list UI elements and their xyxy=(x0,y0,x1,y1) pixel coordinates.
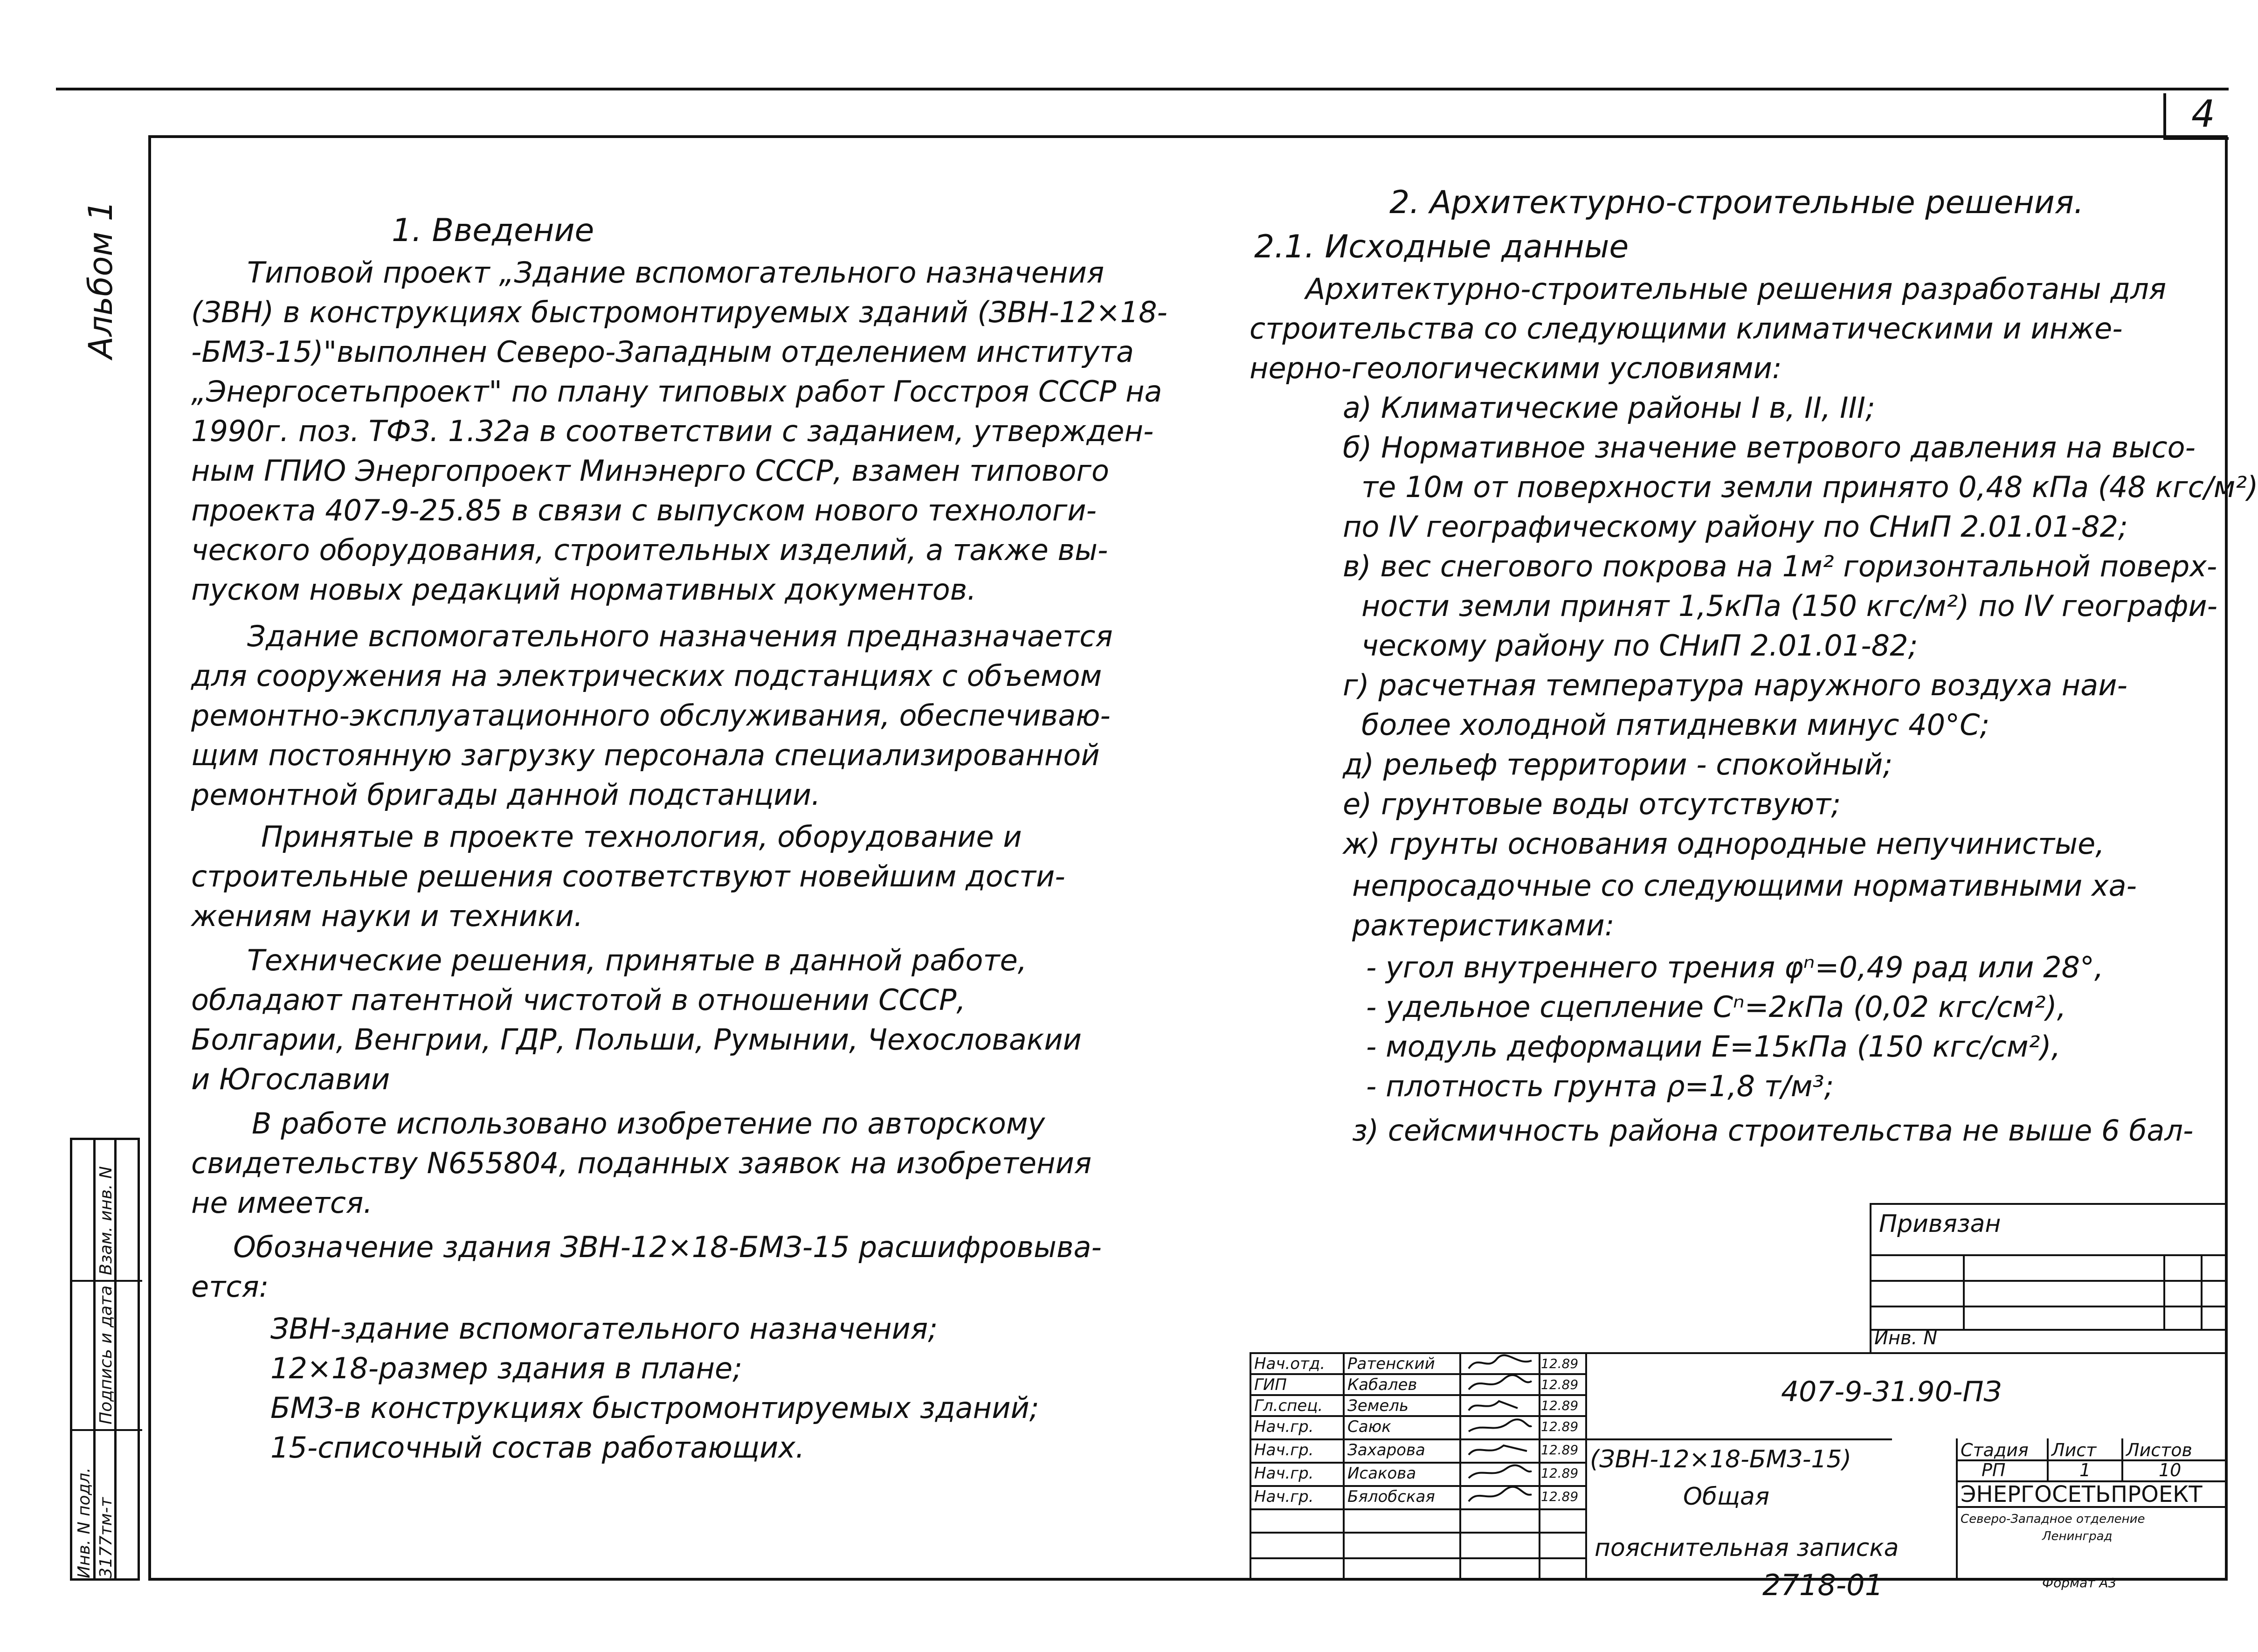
side-replace-label: Взам. инв. N xyxy=(97,1166,116,1275)
right-line: рактеристиками: xyxy=(1352,908,1615,942)
right-line: непросадочные со следующими нормативными ха- xyxy=(1352,869,2137,903)
date-cell: 12.89 xyxy=(1541,1419,1579,1434)
org-name: ЭНЕРГОСЕТЬПРОЕКТ xyxy=(1961,1481,2203,1507)
left-line: ремонтной бригады данной подстанции. xyxy=(191,778,821,812)
left-line: свидетельству N655804, поданных заявок на изобретения xyxy=(191,1146,1092,1180)
album-label: Альбом 1 xyxy=(82,200,120,359)
right-line: те 10м от поверхности земли принято 0,48 кПа (48 кгс/м²) xyxy=(1361,470,2258,504)
right-line: з) сейсмичность района строительства не выше 6 бал- xyxy=(1352,1113,2194,1147)
left-line: 12×18-размер здания в плане; xyxy=(270,1351,743,1385)
left-line: Принятые в проекте технология, оборудование и xyxy=(261,820,1022,854)
role-cell: Нач.гр. xyxy=(1254,1487,1314,1506)
left-line: и Югославии xyxy=(191,1062,390,1096)
role-cell: Нач.отд. xyxy=(1254,1355,1326,1373)
right-line: ности земли принят 1,5кПа (150 кгс/м²) по IV географи- xyxy=(1361,589,2217,623)
stage-label: Стадия xyxy=(1961,1440,2029,1460)
side-inv-label: Инв. N подл. xyxy=(75,1467,94,1578)
left-line: жениям науки и техники. xyxy=(191,899,583,933)
right-line: более холодной пятидневки минус 40°С; xyxy=(1361,708,1990,742)
right-line: а) Климатические районы I в, II, III; xyxy=(1343,391,1875,425)
left-line: проекта 407-9-25.85 в связи с выпуском нового технологи- xyxy=(191,493,1097,527)
intro-heading: 1. Введение xyxy=(392,212,594,249)
stage-value: РП xyxy=(1982,1460,2006,1480)
right-line: нерно-геологическими условиями: xyxy=(1250,351,1782,385)
format-label: Формат А3 xyxy=(2042,1575,2117,1590)
archive-number: 2718-01 xyxy=(1762,1568,1884,1602)
name-cell: Земель xyxy=(1347,1396,1409,1415)
section-heading: 2. Архитектурно-строительные решения. xyxy=(1389,184,2084,221)
left-line: для сооружения на электрических подстанциях с объемом xyxy=(191,659,1102,693)
left-line: 1990г. поз. ТФЗ. 1.32а в соответствии с заданием, утвержден- xyxy=(191,414,1154,448)
left-line: не имеется. xyxy=(191,1186,373,1220)
document-code: 407-9-31.90-ПЗ xyxy=(1781,1376,2002,1408)
date-cell: 12.89 xyxy=(1541,1356,1579,1371)
name-cell: Захарова xyxy=(1347,1441,1425,1459)
side-inv-value: 3177тм-т xyxy=(97,1497,116,1578)
right-line: строительства со следующими климатическими и инже- xyxy=(1250,311,2123,346)
title-line-3: пояснительная записка xyxy=(1595,1534,1899,1562)
left-line: пуском новых редакций нормативных документов. xyxy=(191,573,976,607)
role-cell: Нач.гр. xyxy=(1254,1441,1314,1459)
left-line: -БМЗ-15)"выполнен Северо-Западным отделением института xyxy=(191,335,1134,369)
role-cell: Нач.гр. xyxy=(1254,1464,1314,1483)
right-line: б) Нормативное значение ветрового давления на высо- xyxy=(1343,430,2196,464)
left-line: В работе использовано изобретение по авторскому xyxy=(252,1106,1045,1141)
sheets-value: 10 xyxy=(2159,1460,2182,1480)
right-line: по IV географическому району по СНиП 2.01.01-82; xyxy=(1343,510,2128,544)
left-line: Болгарии, Венгрии, ГДР, Польши, Румынии, Чехословакии xyxy=(191,1023,1082,1057)
right-line: Архитектурно-строительные решения разработаны для xyxy=(1305,272,2167,306)
right-line: - модуль деформации E=15кПа (150 кгс/см²), xyxy=(1366,1030,2061,1064)
sheet-label: Лист xyxy=(2051,1440,2097,1460)
page-number: 4 xyxy=(2191,92,2215,136)
left-line: 15-списочный состав работающих. xyxy=(270,1431,805,1465)
privyazan-label: Привязан xyxy=(1879,1210,2001,1238)
date-cell: 12.89 xyxy=(1541,1489,1579,1504)
sheet-value: 1 xyxy=(2079,1460,2091,1480)
inv-label: Инв. N xyxy=(1874,1327,1937,1349)
sheets-label: Листов xyxy=(2126,1440,2192,1460)
name-cell: Бялобская xyxy=(1347,1487,1435,1506)
left-line: Здание вспомогательного назначения предназначается xyxy=(247,619,1113,653)
right-line: - угол внутреннего трения φⁿ=0,49 рад или 28°, xyxy=(1366,950,2104,984)
left-line: строительные решения соответствуют новейшим дости- xyxy=(191,859,1065,893)
left-line: ческого оборудования, строительных изделий, а также вы- xyxy=(191,533,1108,567)
title-line-2: Общая xyxy=(1683,1483,1770,1511)
date-cell: 12.89 xyxy=(1541,1398,1579,1413)
left-line: (ЗВН) в конструкциях быстромонтируемых зданий (ЗВН-12×18- xyxy=(191,295,1167,329)
right-line: - удельное сцепление Cⁿ=2кПа (0,02 кгс/см²), xyxy=(1366,990,2066,1024)
right-line: в) вес снегового покрова на 1м² горизонтальной поверх- xyxy=(1343,549,2217,583)
org-branch: Северо-Западное отделение xyxy=(1961,1512,2145,1526)
right-line: ж) грунты основания однородные непучинистые, xyxy=(1343,827,2105,861)
right-line: е) грунтовые воды отсутствуют; xyxy=(1343,787,1841,821)
left-line: обладают патентной чистотой в отношении СССР, xyxy=(191,983,966,1017)
name-cell: Кабалев xyxy=(1347,1376,1417,1394)
left-line: Обозначение здания ЗВН-12×18-БМЗ-15 расшифровыва- xyxy=(233,1230,1102,1264)
left-line: БМЗ-в конструкциях быстромонтируемых зданий; xyxy=(270,1391,1039,1425)
left-line: ным ГПИО Энергопроект Минэнерго СССР, взамен типового xyxy=(191,454,1109,488)
title-line-1: (ЗВН-12×18-БМЗ-15) xyxy=(1590,1445,1851,1473)
side-approval-strip xyxy=(70,1138,140,1581)
org-city: Ленинград xyxy=(2042,1529,2113,1543)
name-cell: Исакова xyxy=(1347,1464,1416,1483)
date-cell: 12.89 xyxy=(1541,1465,1579,1481)
signatures xyxy=(1462,1352,1539,1511)
right-line: г) расчетная температура наружного воздуха наи- xyxy=(1343,668,2127,702)
name-cell: Саюк xyxy=(1347,1417,1391,1436)
left-line: щим постоянную загрузку персонала специализированной xyxy=(191,738,1100,772)
left-line: „Энергосетьпроект" по плану типовых работ Госстроя СССР на xyxy=(191,374,1162,408)
top-border-line xyxy=(56,88,2229,90)
left-line: Технические решения, принятые в данной работе, xyxy=(247,943,1027,977)
right-line: - плотность грунта ρ=1,8 т/м³; xyxy=(1366,1069,1834,1103)
date-cell: 12.89 xyxy=(1541,1377,1579,1392)
role-cell: Нач.гр. xyxy=(1254,1417,1314,1436)
name-cell: Ратенский xyxy=(1347,1355,1435,1373)
left-line: ремонтно-эксплуатационного обслуживания, обеспечиваю- xyxy=(191,698,1111,733)
role-cell: ГИП xyxy=(1254,1376,1287,1394)
right-line: д) рельеф территории - спокойный; xyxy=(1343,747,1893,781)
role-cell: Гл.спец. xyxy=(1254,1396,1323,1415)
left-line: ЗВН-здание вспомогательного назначения; xyxy=(270,1312,938,1346)
date-cell: 12.89 xyxy=(1541,1442,1579,1458)
side-signature-label: Подпись и дата xyxy=(97,1285,116,1424)
left-line: Типовой проект „Здание вспомогательного назначения xyxy=(247,256,1105,290)
subsection-heading: 2.1. Исходные данные xyxy=(1254,228,1629,265)
right-line: ческому району по СНиП 2.01.01-82; xyxy=(1361,629,1918,663)
left-line: ется: xyxy=(191,1270,269,1304)
